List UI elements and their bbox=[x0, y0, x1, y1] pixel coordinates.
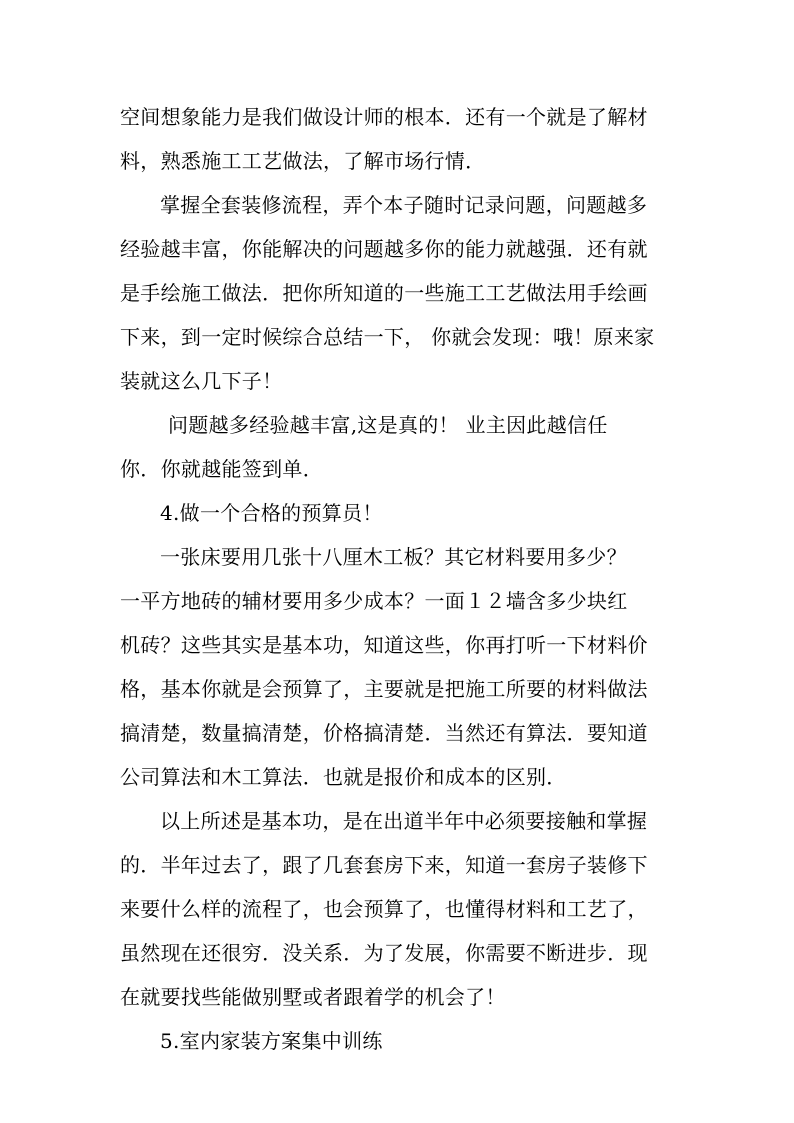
section-heading: 4.做一个合格的预算员！ bbox=[160, 501, 383, 525]
text-line: 来要什么样的流程了，也会预算了，也懂得材料和工艺了， bbox=[120, 897, 648, 921]
text-line: 料，熟悉施工工艺做法，了解市场行情． bbox=[120, 149, 486, 173]
text-line: 以上所述是基本功，是在出道半年中必须要接触和掌握 bbox=[160, 809, 648, 833]
section-heading: 5.室内家装方案集中训练 bbox=[160, 1029, 383, 1053]
text-line: 公司算法和木工算法．也就是报价和成本的区别． bbox=[120, 765, 567, 789]
text-line: 你．你就越能签到单． bbox=[120, 457, 323, 481]
text-line: 问题越多经验越丰富,这是真的！ 业主因此越信任 bbox=[168, 413, 608, 437]
text-line: 掌握全套装修流程，弄个本子随时记录问题，问题越多 bbox=[160, 193, 648, 217]
text-line: 下来，到一定时候综合总结一下， 你就会发现：哦！原来家 bbox=[120, 325, 655, 349]
text-line: 经验越丰富，你能解决的问题越多你的能力就越强．还有就 bbox=[120, 237, 648, 261]
text-line: 空间想象能力是我们做设计师的根本．还有一个就是了解材 bbox=[120, 105, 648, 129]
text-line: 一张床要用几张十八厘木工板？其它材料要用多少？ bbox=[160, 545, 627, 569]
text-line: 是手绘施工做法．把你所知道的一些施工工艺做法用手绘画 bbox=[120, 281, 648, 305]
text-line: 一平方地砖的辅材要用多少成本？一面１２墙含多少块红 bbox=[120, 589, 628, 613]
text-line: 机砖？这些其实是基本功，知道这些，你再打听一下材料价 bbox=[120, 633, 648, 657]
text-line: 虽然现在还很穷．没关系．为了发展，你需要不断进步．现 bbox=[120, 941, 648, 965]
text-line: 装就这么几下子！ bbox=[120, 369, 283, 393]
text-line: 在就要找些能做别墅或者跟着学的机会了！ bbox=[120, 985, 506, 1009]
text-line: 格，基本你就是会预算了，主要就是把施工所要的材料做法 bbox=[120, 677, 648, 701]
text-line: 的．半年过去了，跟了几套套房下来，知道一套房子装修下 bbox=[120, 853, 648, 877]
text-line: 搞清楚，数量搞清楚，价格搞清楚．当然还有算法．要知道 bbox=[120, 721, 648, 745]
